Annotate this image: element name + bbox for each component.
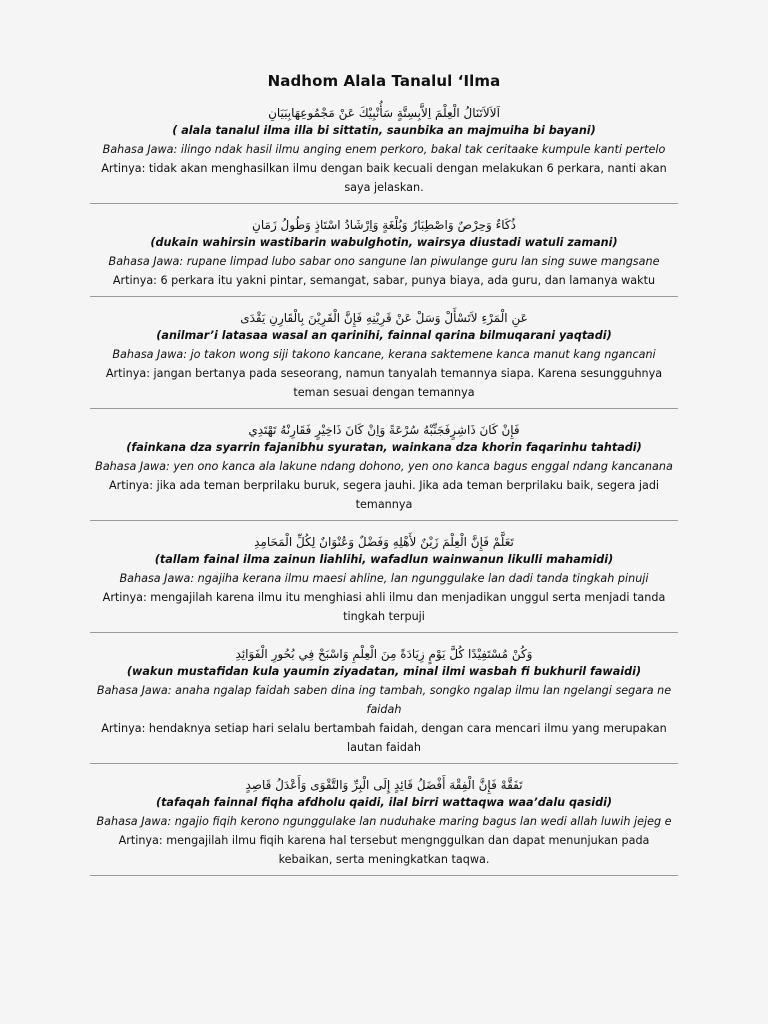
verse-section (90, 212, 678, 297)
latin-transliteration: (anilmar’i latasaa wasal an qarinihi, fainnal qarina bilmuqarani yaqtadi) (156, 329, 612, 342)
document-title: Nadhom Alala Tanalul ‘Ilma (267, 72, 501, 90)
javanese-translation: Bahasa Jawa: yen ono kanca ala lakune ndang dohono, yen ono kanca bagus enggal ndang kancanana (95, 460, 673, 473)
arabic-verse: تَفَقَّهْ فَإِنَّ الْفِقْهَ أَفْضَلُ قَائِدٍ إِلَى الْبِرِّ وَالتَّقْوَى وَأَعْدَلُ قَاصِدٍ (245, 778, 523, 792)
indonesian-meaning: Artinya: 6 perkara itu yakni pintar, semangat, sabar, punya biaya, ada guru, dan lamanya waktu (112, 274, 656, 287)
latin-transliteration: (tallam fainal ilma zainun liahlihi, wafadlun wainwanun likulli mahamidi) (154, 553, 614, 566)
latin-transliteration: (fainkana dza syarrin fajanibhu syuratan, wainkana dza khorin faqarinhu tahtadi) (126, 441, 642, 454)
arabic-verse: وَكُنْ مُسْتَفِيْدًا كُلَّ يَوْمٍ زِيَادَةً مِنَ الْعِلْمِ وَاسْبَحْ فِي بُحُورِ الْفَوَائِدِ (235, 647, 533, 661)
javanese-translation: Bahasa Jawa: rupane limpad lubo sabar ono sangune lan piwulange guru lan sing suwe mangsane (108, 255, 660, 268)
indonesian-meaning: Artinya: hendaknya setiap hari selalu bertambah faidah, dengan cara mencari ilmu yang merupakan lautan faidah (101, 722, 667, 754)
javanese-translation: Bahasa Jawa: ngajiha kerana ilmu maesi ahline, lan ngunggulake lan dadi tanda tingkah pinuji (119, 572, 649, 585)
javanese-translation: Bahasa Jawa: ilingo ndak hasil ilmu anging enem perkoro, bakal tak ceritaake kumpule kanti pertelo (102, 143, 666, 156)
indonesian-meaning: Artinya: jika ada teman berprilaku buruk, segera jauhi. Jika ada teman berprilaku baik, segera jadi temannya (108, 479, 660, 511)
verse-section (90, 305, 678, 409)
indonesian-meaning: Artinya: mengajilah karena ilmu itu menghiasi ahli ilmu dan menjadikan unggul serta menjadi tanda tingkah terpuji (102, 591, 666, 623)
javanese-translation: Bahasa Jawa: jo takon wong siji takono kancane, kerana saktemene kanca manut kang ngancani (112, 348, 656, 361)
verse-section (90, 529, 678, 633)
verse-section (90, 100, 678, 204)
latin-transliteration: (dukain wahirsin wastibarin wabulghotin, wairsya diustadi watuli zamani) (150, 236, 618, 249)
arabic-verse: تَعَلَّمْ فَإِنَّ الْعِلْمَ زَيْنٌ لأَهْلِهِ وَفَضْلٌ وَعُنْوَانٌ لِكُلِّ الْمَحَامِدِ (254, 535, 514, 549)
verse-section (90, 641, 678, 764)
indonesian-meaning: Artinya: mengajilah ilmu fiqih karena hal tersebut mengnggulkan dan dapat menunjukan pada kebaikan, serta meningkatkan taqwa. (118, 834, 650, 866)
verse-section (90, 417, 678, 521)
arabic-verse: ذُكَاءٌ وَحِرْصٌ وَاصْطِبَارٌ وَبُلْغَةٍ وَاِرْشَادُ اسْتَاذٍ وَطُولُ زَمَانِ (252, 218, 516, 232)
indonesian-meaning: Artinya: jangan bertanya pada seseorang, namun tanyalah temannya siapa. Karena sesungguhnya teman sesuai dengan temannya (105, 367, 663, 399)
latin-transliteration: (wakun mustafidan kula yaumin ziyadatan, minal ilmi wasbah fi bukhuril fawaidi) (126, 665, 642, 678)
latin-transliteration: (tafaqah fainnal fiqha afdholu qaidi, ilal birri wattaqwa waa’dalu qasidi) (155, 796, 613, 809)
arabic-verse: اَلاَلاَتَنَالُ الْعِلْمَ اِلاَّبِسِتَّةٍ سَأُنْبِيْكَ عَنْ مَجْمُوعِهَابِبَيَانِ (268, 106, 500, 120)
latin-transliteration: ( alala tanalul ilma illa bi sittatin, saunbika an majmuiha bi bayani) (172, 124, 596, 137)
verse-section (90, 772, 678, 876)
arabic-verse: فَإِنْ كَانَ ذَاشِرٍفَجَنِّبْهُ سُرْعَةً وَاِنْ كَانَ ذَاخِيْرٍ فَقَارِنْهُ تَهْتَدِي (248, 423, 520, 437)
document-content (90, 100, 678, 884)
arabic-verse: عَنِ الْمَرْءِ لاَتَسْأَلْ وَسَلْ عَنْ قَرِيْنِهِ فَإِنَّ الْقَرِيْنَ بِالْقَارِنِ يَقْدَى (240, 311, 528, 325)
javanese-translation: Bahasa Jawa: ngajio fiqih kerono ngunggulake lan nuduhake maring bagus lan wedi allah luwih jejeg e (96, 815, 672, 828)
javanese-translation: Bahasa Jawa: anaha ngalap faidah saben dina ing tambah, songko ngalap ilmu lan ngelangi segara ne faidah (96, 684, 672, 716)
indonesian-meaning: Artinya: tidak akan menghasilkan ilmu dengan baik kecuali dengan melakukan 6 perkara, nanti akan saya jelaskan. (101, 162, 667, 194)
